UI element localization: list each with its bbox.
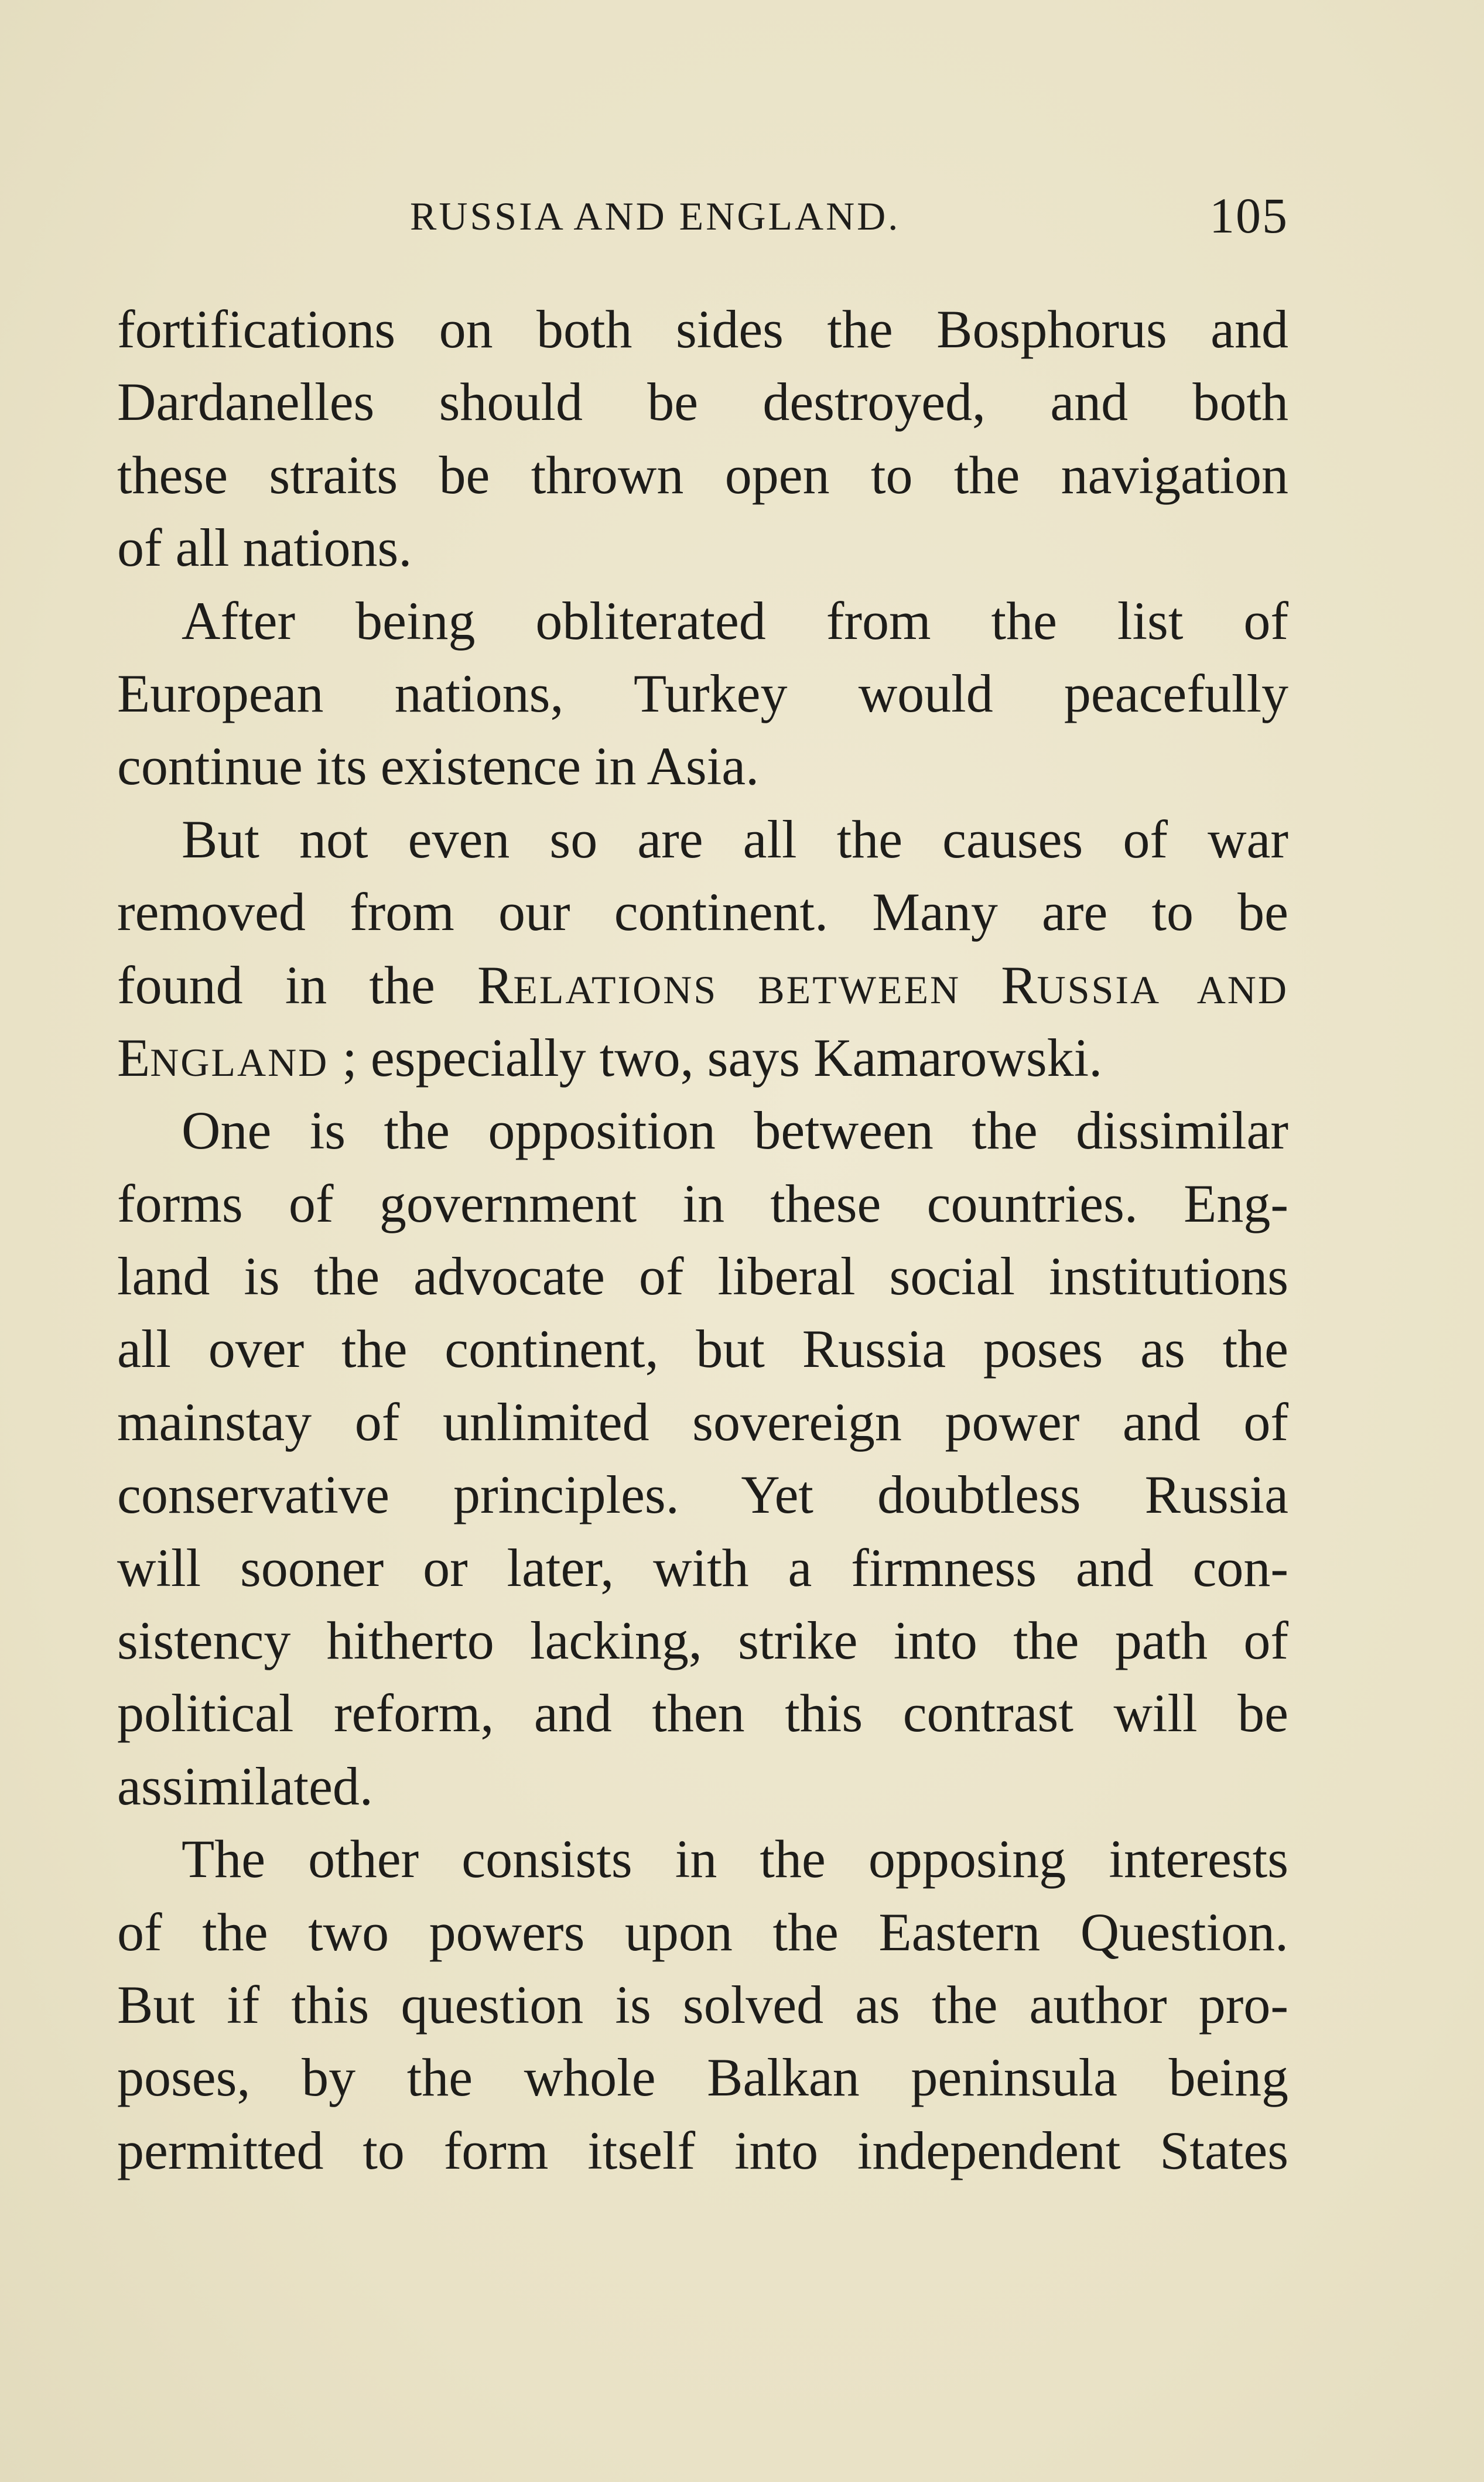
text-line: But not even so are all the causes of war bbox=[182, 809, 1288, 869]
text-line: permitted to form itself into independent States bbox=[117, 2120, 1288, 2180]
text-line: Dardanelles should be destroyed, and both bbox=[117, 372, 1288, 432]
text-line: assimilated. bbox=[117, 1756, 373, 1816]
text-line: all over the continent, but Russia poses as the bbox=[117, 1319, 1288, 1379]
text-line bbox=[117, 949, 1288, 1021]
small-caps-text: ELATIONS BETWEEN bbox=[513, 967, 1001, 1012]
body-text bbox=[117, 293, 1288, 2187]
page-header bbox=[117, 186, 1288, 245]
small-caps-text: USSIA AND bbox=[1037, 967, 1289, 1012]
text-line: will sooner or later, with a firmness and con- bbox=[117, 1537, 1288, 1598]
text-line: European nations, Turkey would peacefully bbox=[117, 663, 1288, 723]
text-line: continue its existence in Asia. bbox=[117, 736, 760, 796]
text-line: sistency hitherto lacking, strike into the path of bbox=[117, 1611, 1288, 1671]
text-line: fortifications on both sides the Bosphorus and bbox=[117, 299, 1288, 359]
small-caps-initial: R bbox=[1001, 955, 1037, 1015]
text-line: poses, by the whole Balkan peninsula being bbox=[117, 2047, 1288, 2108]
text-line: removed from our continent. Many are to be bbox=[117, 882, 1288, 942]
text-line: forms of government in these countries. Eng- bbox=[117, 1173, 1288, 1233]
running-head: RUSSIA AND ENGLAND. bbox=[410, 194, 901, 238]
text-fragment: ; especially two, says Kamarowski. bbox=[329, 1027, 1103, 1088]
text-line: these straits be thrown open to the navigation bbox=[117, 445, 1288, 505]
text-line: conservative principles. Yet doubtless Russia bbox=[117, 1465, 1288, 1525]
text-line: After being obliterated from the list of bbox=[182, 590, 1288, 651]
text-line: But if this question is solved as the author pro- bbox=[117, 1974, 1288, 2035]
small-caps-text: NGLAND bbox=[150, 1040, 329, 1085]
text-line bbox=[117, 1021, 1288, 1094]
text-line: One is the opposition between the dissimilar bbox=[182, 1100, 1288, 1161]
text-line: The other consists in the opposing interests bbox=[182, 1829, 1288, 1889]
text-line: of all nations. bbox=[117, 518, 412, 578]
text-line: of the two powers upon the Eastern Question. bbox=[117, 1902, 1288, 1962]
small-caps-initial: R bbox=[477, 955, 514, 1015]
text-line: political reform, and then this contrast will be bbox=[117, 1683, 1288, 1743]
text-fragment: found in the bbox=[117, 955, 435, 1015]
page-number: 105 bbox=[1209, 187, 1288, 244]
small-caps-initial: E bbox=[117, 1027, 151, 1088]
text-line: land is the advocate of liberal social institutions bbox=[117, 1246, 1288, 1307]
text-line: mainstay of unlimited sovereign power and of bbox=[117, 1392, 1288, 1452]
